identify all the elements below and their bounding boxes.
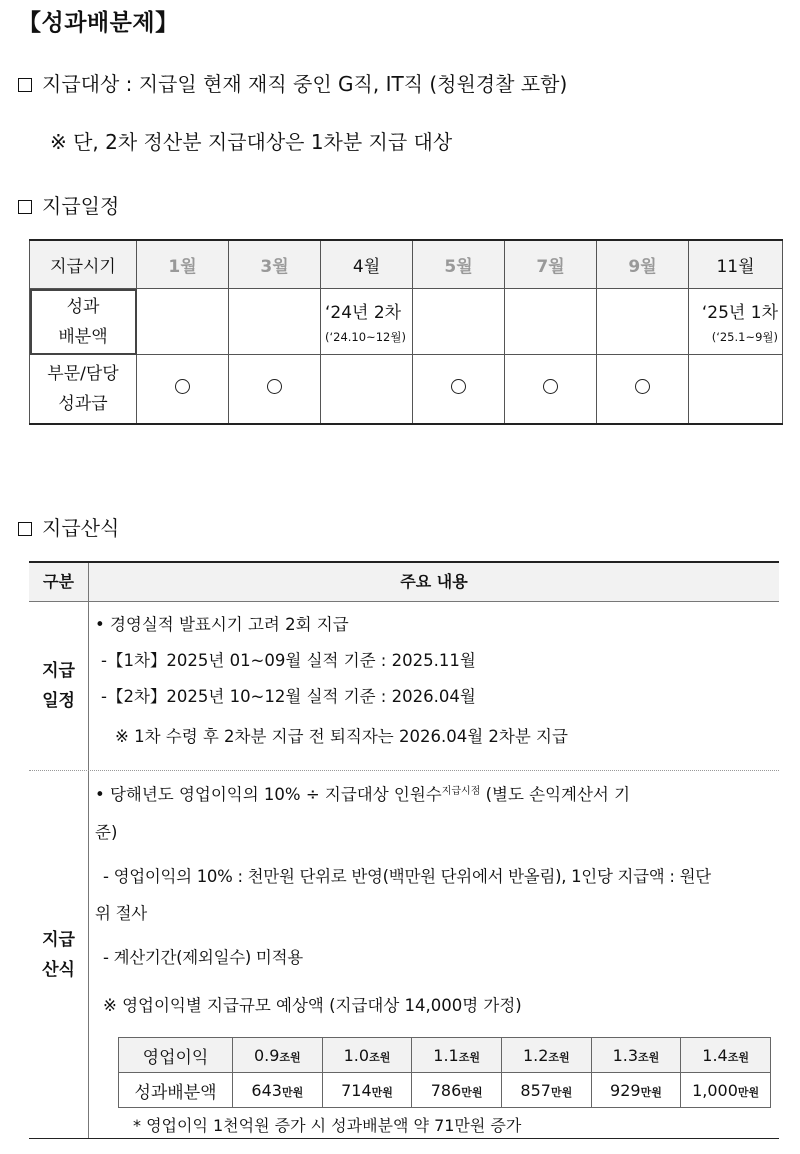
- payout-unit: 만원: [461, 1085, 483, 1099]
- sec2-line3: - 계산기간(제외일수) 미적용: [103, 948, 303, 967]
- profit-value: 1.4: [702, 1045, 728, 1065]
- payout-unit: 만원: [371, 1085, 393, 1099]
- estimate-label-profit: 영업이익: [119, 1038, 233, 1073]
- payout-value: 1,000: [692, 1080, 738, 1100]
- mark-cell: [137, 355, 229, 425]
- apr-period: (‘24.10~12월): [325, 330, 406, 344]
- formula-col-category: 구분: [29, 563, 89, 601]
- profit-cell: [591, 1038, 681, 1073]
- formula-header-row: [29, 563, 779, 602]
- payout-unit: 만원: [550, 1085, 573, 1099]
- month-cell: 11월: [689, 240, 783, 289]
- profit-unit: 조원: [548, 1050, 570, 1064]
- empty-cell: [321, 355, 413, 425]
- sec1-line1: • 경영실적 발표시기 고려 2회 지급: [95, 615, 349, 634]
- sec2-line2-wrap: 위 절사: [95, 904, 147, 923]
- payout-value: 786: [430, 1080, 462, 1100]
- schedule-row-payout: [30, 289, 783, 355]
- profit-unit: 조원: [369, 1050, 391, 1064]
- checkbox-square-icon: [18, 78, 32, 92]
- schedule-heading: 지급일정: [42, 194, 120, 218]
- payout-value: 643: [251, 1080, 282, 1100]
- schedule-row-bonus: [30, 355, 783, 425]
- section-label-calc: [29, 771, 89, 1138]
- nov-amount: ‘25년 1차: [701, 303, 778, 323]
- mark-cell: [505, 355, 597, 425]
- row-label-line: 성과: [66, 296, 100, 317]
- estimate-row-payout: [119, 1073, 771, 1108]
- profit-cell: [412, 1038, 502, 1073]
- circle-mark-icon: [543, 379, 558, 394]
- circle-mark-icon: [451, 379, 466, 394]
- sec2-line1-main: • 당해년도 영업이익의 10% ÷ 지급대상 인원수: [95, 785, 442, 804]
- sec2-line2: - 영업이익의 10% : 천만원 단위로 반영(백만원 단위에서 반올림), 1인당 지급액 : 원단: [103, 867, 711, 886]
- month-cell: 7월: [505, 240, 597, 289]
- payout-unit: 만원: [281, 1085, 304, 1099]
- payout-unit: 만원: [737, 1085, 760, 1099]
- sec1-line2: -【1차】2025년 01~09월 실적 기준 : 2025.11월: [101, 651, 476, 670]
- row-label-line: 부문/담당: [47, 364, 119, 384]
- empty-cell: [229, 289, 321, 355]
- profit-value: 0.9: [253, 1045, 280, 1065]
- sec2-line1-wrap: 준): [95, 823, 118, 842]
- sec2-line1: [95, 781, 630, 805]
- target-line: [18, 68, 567, 97]
- sec1-line3: -【2차】2025년 10~12월 실적 기준 : 2026.04월: [101, 687, 476, 706]
- profit-cell: [501, 1038, 591, 1073]
- payout-value: 929: [610, 1080, 641, 1100]
- payout-cell: [233, 1073, 323, 1108]
- estimate-label-payout: 성과배분액: [119, 1073, 233, 1108]
- nov-payout-cell: [689, 289, 783, 355]
- nov-period: (‘25.1~9월): [711, 330, 778, 344]
- profit-unit: 조원: [727, 1050, 749, 1064]
- circle-mark-icon: [635, 379, 650, 394]
- month-cell: 1월: [137, 240, 229, 289]
- empty-cell: [137, 289, 229, 355]
- schedule-header-row: [30, 240, 783, 289]
- month-cell: 9월: [597, 240, 689, 289]
- month-cell: 3월: [229, 240, 321, 289]
- payout-cell: [412, 1073, 502, 1108]
- section-label-line: 산식: [42, 959, 75, 980]
- circle-mark-icon: [267, 379, 282, 394]
- profit-unit: 조원: [638, 1050, 660, 1064]
- formula-heading-line: [18, 512, 119, 541]
- sec1-note: ※ 1차 수령 후 2차분 지급 전 퇴직자는 2026.04월 2차분 지급: [115, 727, 568, 746]
- profit-cell: [233, 1038, 323, 1073]
- estimate-table: [118, 1037, 771, 1108]
- schedule-table: [29, 239, 783, 425]
- payout-unit: 만원: [640, 1085, 662, 1099]
- page-title: 【성과배분제】: [18, 10, 179, 36]
- month-cell: 4월: [321, 240, 413, 289]
- circle-mark-icon: [175, 379, 190, 394]
- payout-cell: [501, 1073, 591, 1108]
- row-label-payout: [30, 289, 137, 355]
- row-label-line: 배분액: [58, 326, 108, 347]
- payout-cell: [681, 1073, 771, 1108]
- sec2-line1-tail: (별도 손익계산서 기: [480, 785, 631, 804]
- profit-cell: [681, 1038, 771, 1073]
- month-cell: 5월: [413, 240, 505, 289]
- formula-col-content: 주요 내용: [400, 572, 468, 591]
- empty-cell: [413, 289, 505, 355]
- section-label-line: 지급: [42, 929, 75, 950]
- profit-value: 1.0: [343, 1045, 370, 1065]
- checkbox-square-icon: [18, 522, 32, 536]
- checkbox-square-icon: [18, 200, 32, 214]
- target-text: 지급대상 : 지급일 현재 재직 중인 G직, IT직 (청원경찰 포함): [42, 72, 568, 96]
- section-label-schedule: [29, 602, 89, 770]
- apr-amount: ‘24년 2차: [325, 303, 402, 323]
- payout-cell: [322, 1073, 412, 1108]
- estimate-footnote: * 영업이익 1천억원 증가 시 성과배분액 약 71만원 증가: [133, 1116, 522, 1135]
- section-label-line: 일정: [42, 691, 75, 711]
- schedule-heading-line: [18, 190, 119, 219]
- profit-value: 1.3: [612, 1045, 639, 1065]
- profit-cell: [322, 1038, 412, 1073]
- section-label-line: 지급: [42, 661, 75, 681]
- row-label-line: 성과급: [58, 394, 108, 414]
- row-label-bonus: [30, 355, 137, 425]
- payout-value: 857: [520, 1080, 551, 1100]
- formula-heading: 지급산식: [42, 516, 120, 540]
- profit-unit: 조원: [458, 1050, 480, 1064]
- formula-table: [29, 561, 779, 1139]
- sec2-line1-sup: 지급시점: [441, 786, 481, 797]
- mark-cell: [597, 355, 689, 425]
- profit-value: 1.2: [522, 1045, 549, 1065]
- target-note: ※ 단, 2차 정산분 지급대상은 1차분 지급 대상: [50, 130, 453, 154]
- estimate-row-profit: [119, 1038, 771, 1073]
- payout-cell: [591, 1073, 681, 1108]
- apr-payout-cell: [321, 289, 413, 355]
- mark-cell: [229, 355, 321, 425]
- formula-section-calc: [29, 771, 779, 1138]
- payout-value: 714: [341, 1080, 372, 1100]
- mark-cell: [413, 355, 505, 425]
- empty-cell: [689, 355, 783, 425]
- empty-cell: [505, 289, 597, 355]
- empty-cell: [597, 289, 689, 355]
- sec2-note: ※ 영업이익별 지급규모 예상액 (지급대상 14,000명 가정): [103, 996, 522, 1015]
- formula-section-schedule: [29, 602, 779, 771]
- profit-value: 1.1: [433, 1045, 459, 1065]
- profit-unit: 조원: [279, 1050, 301, 1064]
- schedule-header-label: 지급시기: [30, 240, 137, 289]
